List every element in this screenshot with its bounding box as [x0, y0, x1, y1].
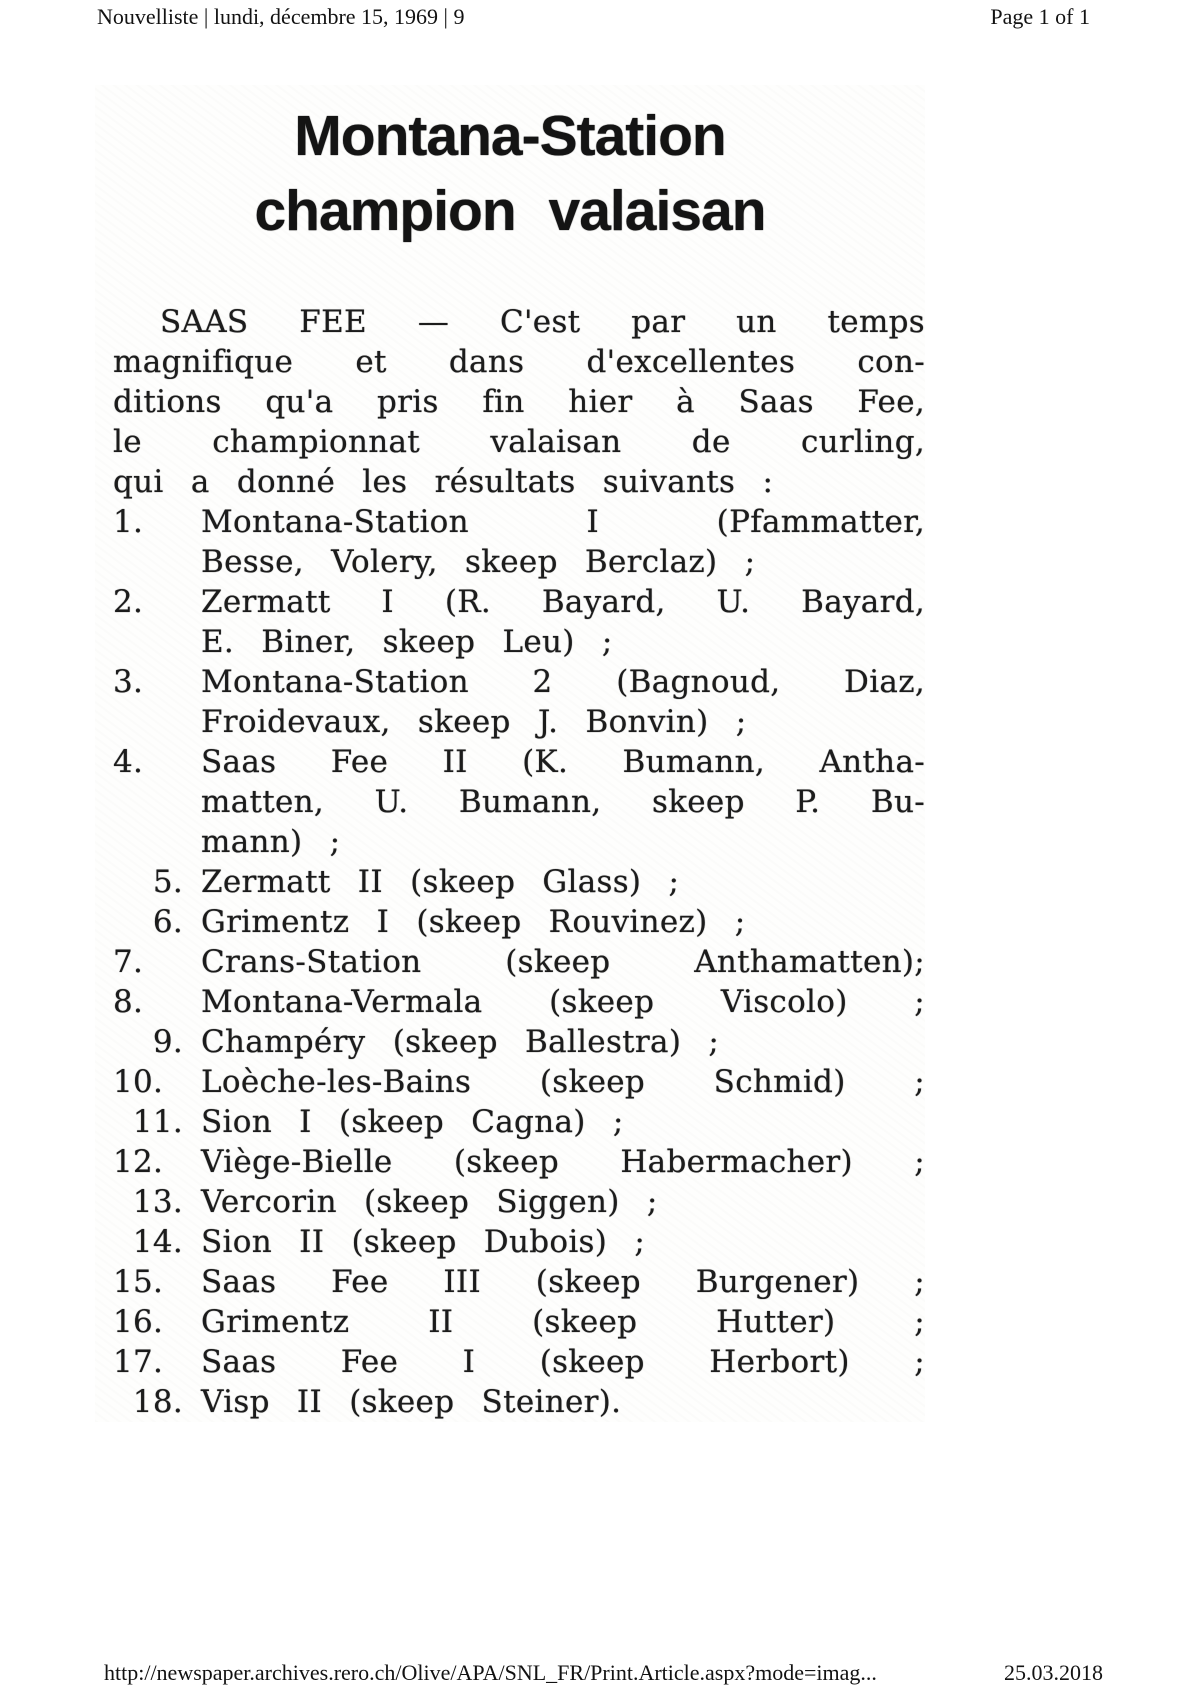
result-number: 2. — [113, 584, 144, 620]
result-number: 10. — [113, 1064, 164, 1100]
result-line — [113, 1382, 925, 1422]
article-title-line-2: champion valaisan — [254, 179, 766, 243]
result-line — [113, 502, 925, 542]
result-line — [113, 662, 925, 702]
result-line — [113, 1102, 925, 1142]
result-line — [113, 1182, 925, 1222]
article-body — [95, 302, 925, 1422]
result-line — [113, 902, 925, 942]
article-scan — [95, 85, 925, 1422]
result-line — [113, 582, 925, 622]
header-source-date: Nouvelliste | lundi, décembre 15, 1969 | 9 — [97, 4, 465, 29]
result-number: 1. — [113, 504, 144, 540]
result-number: 9. — [152, 1024, 183, 1060]
result-number: 12. — [113, 1144, 164, 1180]
result-text: Champéry (skeep Ballestra) ; — [201, 1024, 720, 1060]
result-number: 13. — [132, 1184, 183, 1220]
result-text: Visp II (skeep Steiner). — [201, 1384, 622, 1420]
result-text: Zermatt II (skeep Glass) ; — [201, 864, 680, 900]
result-number: 5. — [152, 864, 183, 900]
print-header — [97, 4, 1090, 30]
paragraph-line: SAAS FEE — C'est par un temps — [160, 304, 925, 340]
result-line — [113, 1342, 925, 1382]
result-number: 18. — [132, 1384, 183, 1420]
result-text: Saas Fee I (skeep Herbort) ; — [201, 1344, 925, 1380]
result-text: Montana-Station 2 (Bagnoud, Diaz, — [201, 664, 925, 700]
result-text: Besse, Volery, skeep Berclaz) ; — [201, 544, 756, 580]
footer-date: 25.03.2018 — [1004, 1660, 1103, 1685]
footer-url: http://newspaper.archives.rero.ch/Olive/APA/SNL_FR/Print.Article.aspx?mode=imag... — [104, 1660, 877, 1685]
result-number: 7. — [113, 944, 144, 980]
paragraph-line: magnifique et dans d'excellentes con- — [113, 344, 925, 380]
result-text: Montana-Station I (Pfammatter, — [201, 504, 925, 540]
result-text: E. Biner, skeep Leu) ; — [201, 624, 613, 660]
result-text: Saas Fee III (skeep Burgener) ; — [201, 1264, 925, 1300]
result-text: Grimentz II (skeep Hutter) ; — [201, 1304, 925, 1340]
result-text: Loèche-les-Bains (skeep Schmid) ; — [201, 1064, 925, 1100]
result-text: Froidevaux, skeep J. Bonvin) ; — [201, 704, 747, 740]
result-text: mann) ; — [201, 824, 341, 860]
result-text: Viège-Bielle (skeep Habermacher) ; — [201, 1144, 925, 1180]
article-title — [95, 99, 925, 249]
result-number: 8. — [113, 984, 144, 1020]
result-text: Crans-Station (skeep Anthamatten); — [201, 944, 925, 980]
result-text: Grimentz I (skeep Rouvinez) ; — [201, 904, 746, 940]
result-text: Sion II (skeep Dubois) ; — [201, 1224, 646, 1260]
article-title-line-1: Montana-Station — [294, 104, 726, 168]
header-page-count: Page 1 of 1 — [990, 4, 1090, 29]
result-line — [113, 622, 925, 662]
result-line — [113, 702, 925, 742]
paragraph-line: le championnat valaisan de curling, — [113, 424, 925, 460]
paragraph-line: ditions qu'a pris fin hier à Saas Fee, — [113, 384, 925, 420]
result-line — [113, 782, 925, 822]
result-line — [113, 1222, 925, 1262]
paragraph-line: qui a donné les résultats suivants : — [113, 464, 774, 500]
result-text: Vercorin (skeep Siggen) ; — [201, 1184, 658, 1220]
result-line — [113, 1062, 925, 1102]
result-text: Saas Fee II (K. Bumann, Antha- — [201, 744, 925, 780]
result-number: 4. — [113, 744, 144, 780]
result-number: 11. — [132, 1104, 183, 1140]
result-line — [113, 862, 925, 902]
result-line — [113, 742, 925, 782]
result-number: 16. — [113, 1304, 164, 1340]
result-number: 17. — [113, 1344, 164, 1380]
result-text: Montana-Vermala (skeep Viscolo) ; — [201, 984, 925, 1020]
result-line — [113, 982, 925, 1022]
result-line — [113, 822, 925, 862]
result-number: 6. — [152, 904, 183, 940]
result-number: 15. — [113, 1264, 164, 1300]
result-text: matten, U. Bumann, skeep P. Bu- — [201, 784, 925, 820]
result-line — [113, 542, 925, 582]
result-line — [113, 1142, 925, 1182]
result-line — [113, 1022, 925, 1062]
result-number: 14. — [132, 1224, 183, 1260]
result-line — [113, 1262, 925, 1302]
result-number: 3. — [113, 664, 144, 700]
print-footer — [104, 1660, 1103, 1686]
result-line — [113, 1302, 925, 1342]
result-line — [113, 942, 925, 982]
result-text: Sion I (skeep Cagna) ; — [201, 1104, 624, 1140]
result-text: Zermatt I (R. Bayard, U. Bayard, — [201, 584, 925, 620]
